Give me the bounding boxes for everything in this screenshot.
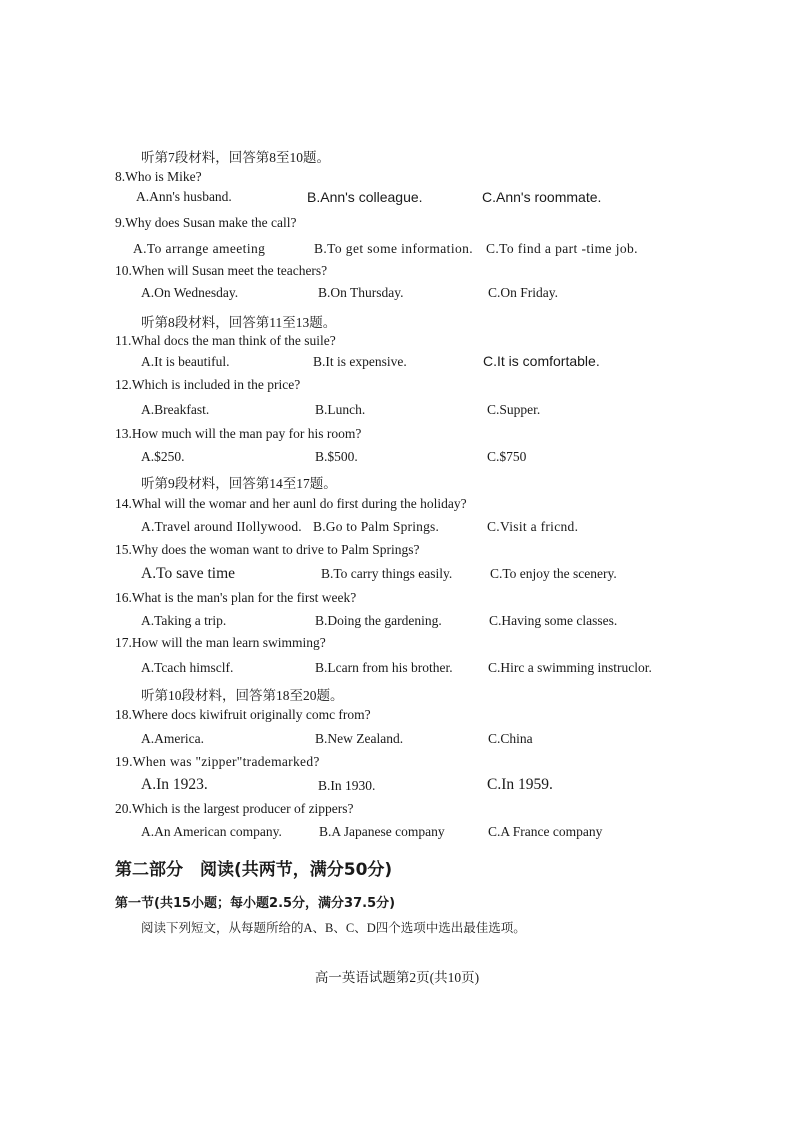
question-18: 18.Where docs kiwifruit originally comc from? <box>115 707 371 722</box>
option-12b: B.Lunch. <box>315 402 366 417</box>
option-8c: C.Ann's roommate. <box>482 189 602 205</box>
section-heading: 听第10段材料，回答第18至20题。 <box>141 688 344 703</box>
option-20a: A.An American company. <box>141 824 282 839</box>
option-8a: A.Ann's husband. <box>136 189 232 204</box>
option-15c: C.To enjoy the scenery. <box>490 566 617 581</box>
question-14: 14.Whal will the womar and her aunl do first during the holiday? <box>115 496 467 511</box>
option-13c: C.$750 <box>487 449 527 464</box>
option-13a: A.$250. <box>141 449 185 464</box>
question-15: 15.Why does the woman want to drive to Palm Springs? <box>115 542 420 557</box>
option-20c: C.A France company <box>488 824 603 839</box>
option-19b: B.In 1930. <box>318 778 376 793</box>
option-17c: C.Hirc a swimming instruclor. <box>488 660 652 675</box>
option-16a: A.Taking a trip. <box>141 613 227 628</box>
question-9: 9.Why does Susan make the call? <box>115 215 297 230</box>
option-11a: A.It is beautiful. <box>141 354 230 369</box>
page-footer: 高一英语试题第2页(共10页) <box>314 970 480 985</box>
question-19: 19.When was "zipper"trademarked? <box>115 754 320 769</box>
question-20: 20.Which is the largest producer of zippers? <box>115 801 354 816</box>
option-11c: C.It is comfortable. <box>483 353 600 369</box>
question-11: 11.Whal docs the man think of the suile? <box>115 333 336 348</box>
option-10b: B.On Thursday. <box>318 285 404 300</box>
option-10a: A.On Wednesday. <box>141 285 239 300</box>
question-13: 13.How much will the man pay for his room? <box>115 426 362 441</box>
option-18c: C.China <box>488 731 533 746</box>
option-19a: A.In 1923. <box>141 776 208 793</box>
section-one-title: 第一节(共15小题；每小题2.5分，满分37.5分) <box>115 896 396 911</box>
reading-instruction: 阅读下列短文，从每题所给的A、B、C、D四个选项中选出最佳选项。 <box>141 921 526 935</box>
option-18a: A.America. <box>141 731 204 746</box>
option-13b: B.$500. <box>315 449 358 464</box>
section-heading: 听第7段材料，回答第8至10题。 <box>141 150 330 165</box>
option-14a: A.Travel around IIollywood. <box>141 519 302 534</box>
option-18b: B.New Zealand. <box>315 731 404 746</box>
option-9b: B.To get some information. <box>314 241 474 256</box>
option-9a: A.To arrange ameeting <box>133 241 266 256</box>
option-17b: B.Lcarn from his brother. <box>315 660 453 675</box>
part-two-title: 第二部分 阅读(共两节，满分50分) <box>115 860 393 880</box>
option-10c: C.On Friday. <box>488 285 558 300</box>
option-17a: A.Tcach himsclf. <box>141 660 234 675</box>
option-16c: C.Having some classes. <box>489 613 618 628</box>
option-14c: C.Visit a fricnd. <box>487 519 579 534</box>
option-8b: B.Ann's colleague. <box>307 189 423 205</box>
section-heading: 听第9段材料，回答第14至17题。 <box>141 476 337 491</box>
option-14b: B.Go to Palm Springs. <box>313 519 440 534</box>
question-16: 16.What is the man's plan for the first week? <box>115 590 357 605</box>
section-heading: 听第8段材料，回答第11至13题。 <box>141 315 337 330</box>
option-16b: B.Doing the gardening. <box>315 613 442 628</box>
option-9c: C.To find a part -time job. <box>486 241 638 256</box>
question-8: 8.Who is Mike? <box>115 169 202 184</box>
question-10: 10.When will Susan meet the teachers? <box>115 263 328 278</box>
question-12: 12.Which is included in the price? <box>115 377 301 392</box>
option-19c: C.In 1959. <box>487 776 553 793</box>
option-15a: A.To save time <box>141 565 236 582</box>
option-15b: B.To carry things easily. <box>321 566 453 581</box>
option-12a: A.Breakfast. <box>141 402 210 417</box>
question-17: 17.How will the man learn swimming? <box>115 635 326 650</box>
option-11b: B.It is expensive. <box>313 354 407 369</box>
option-12c: C.Supper. <box>487 402 541 417</box>
option-20b: B.A Japanese company <box>319 824 445 839</box>
